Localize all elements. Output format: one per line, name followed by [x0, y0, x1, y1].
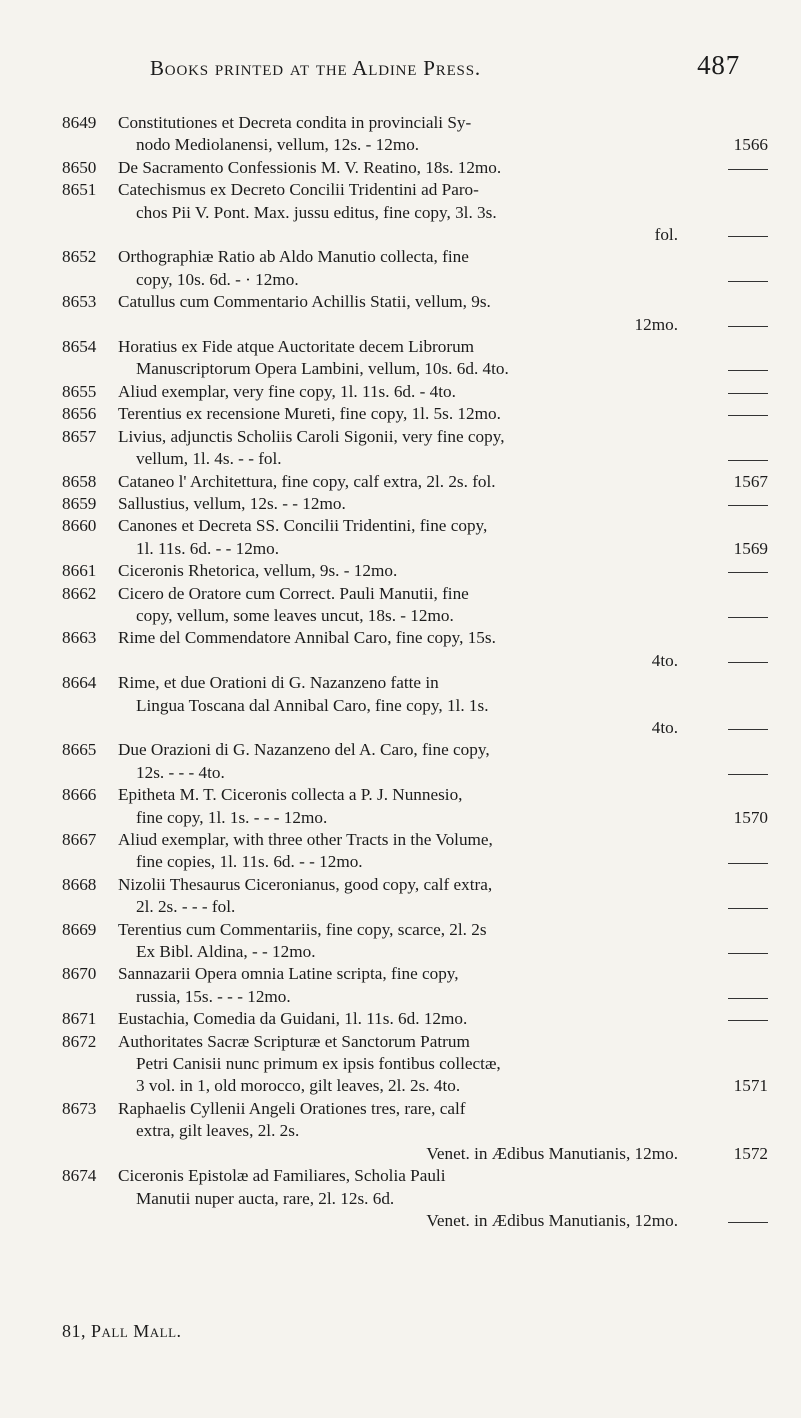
- catalogue-entry: [0, 627, 801, 672]
- entry-text: [118, 471, 678, 493]
- ditto-dash: [728, 326, 768, 327]
- catalogue-entry: [0, 493, 801, 515]
- entry-line: Venet. in Ædibus Manutianis, 12mo.: [426, 1210, 678, 1230]
- entry-number: 8653: [62, 292, 97, 312]
- entry-number: 8649: [62, 113, 97, 132]
- ditto-dash: [728, 998, 768, 999]
- entry-text: [118, 560, 678, 582]
- ditto-dash: [728, 953, 768, 954]
- catalogue-entry: [0, 157, 801, 179]
- entry-year: 1570: [733, 807, 768, 827]
- ditto-dash: [728, 505, 768, 506]
- entry-number: 8671: [62, 1009, 97, 1029]
- entry-line: Manuscriptorum Opera Lambini, vellum, 10s. 6d. 4to.: [136, 359, 509, 379]
- catalogue-entry: [0, 874, 801, 919]
- entry-line: Raphaelis Cyllenii Angeli Orationes tres, rare, calf: [118, 1098, 466, 1118]
- entry-line: nodo Mediolanensi, vellum, 12s. - 12mo.: [136, 135, 420, 155]
- entry-line: Nizolii Thesaurus Ciceronianus, good copy, calf extra,: [118, 874, 493, 894]
- entry-line: chos Pii V. Pont. Max. jussu editus, fine copy, 3l. 3s.: [136, 202, 497, 222]
- entry-line: Canones et Decreta SS. Concilii Tridentini, fine copy,: [118, 516, 488, 536]
- catalogue-entry: [0, 291, 801, 336]
- entry-line: russia, 15s. - - - 12mo.: [136, 986, 291, 1006]
- entry-line: 12mo.: [634, 314, 678, 334]
- entry-line: Horatius ex Fide atque Auctoritate decem Librorum: [118, 337, 475, 357]
- catalogue-entry: [0, 1008, 801, 1030]
- entry-line: Epitheta M. T. Ciceronis collecta a P. J. Nunnesio,: [118, 785, 463, 805]
- catalogue-entry: [0, 246, 801, 291]
- entry-text: [118, 963, 678, 1008]
- entry-line: Sallustius, vellum, 12s. - - 12mo.: [118, 493, 346, 513]
- entry-year: 1567: [733, 471, 768, 491]
- ditto-dash: [728, 1222, 768, 1223]
- catalogue-entry: [0, 471, 801, 493]
- entry-number: 8673: [62, 1098, 97, 1118]
- ditto-dash: [728, 281, 768, 282]
- entry-text: [118, 1031, 678, 1098]
- entry-text: [118, 829, 678, 874]
- entry-line: Terentius cum Commentariis, fine copy, scarce, 2l. 2s: [118, 919, 487, 939]
- entry-text: [118, 874, 678, 919]
- entry-number: 8657: [62, 426, 97, 446]
- entry-line: Venet. in Ædibus Manutianis, 12mo.: [426, 1143, 678, 1163]
- entry-line: fine copies, 1l. 11s. 6d. - - 12mo.: [136, 852, 363, 872]
- catalogue-entry: [0, 583, 801, 628]
- entry-text: [118, 739, 678, 784]
- catalogue-entry: [0, 1031, 801, 1098]
- entry-line: Sannazarii Opera omnia Latine scripta, fine copy,: [118, 964, 459, 984]
- entry-line: copy, 10s. 6d. - · 12mo.: [136, 269, 299, 289]
- entry-line: vellum, 1l. 4s. - - fol.: [136, 449, 282, 469]
- entry-number: 8658: [62, 471, 97, 491]
- entry-number: 8666: [62, 785, 97, 805]
- entry-text: [118, 919, 678, 964]
- entry-year: 1566: [733, 135, 768, 155]
- ditto-dash: [728, 774, 768, 775]
- entry-line: 1l. 11s. 6d. - - 12mo.: [136, 538, 280, 558]
- catalogue-entry: [0, 1165, 801, 1232]
- entry-text: [118, 672, 678, 739]
- entry-line: Livius, adjunctis Scholiis Caroli Sigonii, very fine copy,: [118, 426, 505, 446]
- entry-line: Aliud exemplar, with three other Tracts in the Volume,: [118, 830, 493, 849]
- entry-line: fine copy, 1l. 1s. - - - 12mo.: [136, 807, 328, 827]
- catalogue-entry: [0, 963, 801, 1008]
- entry-line: Eustachia, Comedia da Guidani, 1l. 11s. 6d. 12mo.: [118, 1009, 468, 1029]
- entry-line: 2l. 2s. - - - fol.: [136, 897, 236, 917]
- ditto-dash: [728, 1020, 768, 1021]
- entry-text: [118, 784, 678, 829]
- entry-number: 8659: [62, 493, 97, 513]
- entry-number: 8661: [62, 561, 97, 581]
- catalogue-entry: [0, 829, 801, 874]
- catalogue-entry: [0, 426, 801, 471]
- entry-line: Constitutiones et Decreta condita in provinciali Sy-: [118, 113, 472, 132]
- entry-line: Ciceronis Epistolæ ad Familiares, Scholia Pauli: [118, 1166, 446, 1186]
- entry-text: [118, 1165, 678, 1232]
- entry-line: extra, gilt leaves, 2l. 2s.: [136, 1121, 300, 1141]
- entry-number: 8660: [62, 516, 97, 536]
- entry-text: [118, 291, 678, 336]
- ditto-dash: [728, 370, 768, 371]
- ditto-dash: [728, 617, 768, 618]
- entry-number: 8669: [62, 919, 97, 939]
- ditto-dash: [728, 393, 768, 394]
- entry-text: [118, 381, 678, 403]
- catalogue-entry: [0, 739, 801, 784]
- entry-line: Cataneo l' Architettura, fine copy, calf extra, 2l. 2s. fol.: [118, 471, 496, 491]
- entry-text: [118, 246, 678, 291]
- catalogue-entry: [0, 672, 801, 739]
- catalogue-entry: [0, 515, 801, 560]
- entry-number: 8663: [62, 628, 97, 648]
- entry-line: Ex Bibl. Aldina, - - 12mo.: [136, 942, 316, 962]
- catalogue-entry: [0, 1098, 801, 1165]
- entry-number: 8668: [62, 874, 97, 894]
- catalogue-entry: [0, 112, 801, 157]
- entry-number: 8672: [62, 1031, 97, 1051]
- entry-line: Rime del Commendatore Annibal Caro, fine copy, 15s.: [118, 628, 496, 648]
- entry-year: 1572: [733, 1143, 768, 1163]
- catalogue-entry: [0, 403, 801, 425]
- ditto-dash: [728, 169, 768, 170]
- ditto-dash: [728, 908, 768, 909]
- page-header: [150, 50, 740, 81]
- entry-text: [118, 1008, 678, 1030]
- ditto-dash: [728, 863, 768, 864]
- entry-text: [118, 515, 678, 560]
- entry-number: 8654: [62, 337, 97, 357]
- entry-year: 1569: [733, 538, 768, 558]
- ditto-dash: [728, 236, 768, 237]
- entry-line: Due Orazioni di G. Nazanzeno del A. Caro, fine copy,: [118, 740, 490, 760]
- entry-text: [118, 179, 678, 246]
- ditto-dash: [728, 662, 768, 663]
- entry-line: Catullus cum Commentario Achillis Statii, vellum, 9s.: [118, 292, 491, 312]
- entry-line: Petri Canisii nunc primum ex ipsis fontibus collectæ,: [136, 1054, 501, 1074]
- entry-text: [118, 583, 678, 628]
- entry-line: Orthographiæ Ratio ab Aldo Manutio collecta, fine: [118, 247, 469, 267]
- entry-line: Authoritates Sacræ Scripturæ et Sanctorum Patrum: [118, 1031, 470, 1051]
- entry-line: 4to.: [651, 650, 678, 670]
- entry-number: 8665: [62, 740, 97, 760]
- entry-text: [118, 426, 678, 471]
- running-title: Books printed at the Aldine Press.: [150, 56, 481, 80]
- entry-number: 8667: [62, 830, 97, 849]
- entry-line: 3 vol. in 1, old morocco, gilt leaves, 2l. 2s. 4to.: [136, 1076, 461, 1096]
- footer-address: 81, Pall Mall.: [62, 1321, 182, 1341]
- entry-text: [118, 493, 678, 515]
- entry-line: fol.: [654, 225, 678, 245]
- catalogue-entry: [0, 560, 801, 582]
- entry-number: 8662: [62, 583, 97, 603]
- entry-line: copy, vellum, some leaves uncut, 18s. - 12mo.: [136, 605, 454, 625]
- ditto-dash: [728, 729, 768, 730]
- entry-line: 4to.: [651, 717, 678, 737]
- ditto-dash: [728, 415, 768, 416]
- catalogue-entry: [0, 784, 801, 829]
- entry-number: 8670: [62, 964, 97, 984]
- entry-number: 8651: [62, 180, 97, 200]
- entry-number: 8664: [62, 673, 97, 693]
- entry-line: 12s. - - - 4to.: [136, 762, 225, 782]
- catalogue-entry: [0, 179, 801, 246]
- entry-text: [118, 336, 678, 381]
- entry-text: [118, 157, 678, 179]
- entry-line: Catechismus ex Decreto Concilii Tridentini ad Paro-: [118, 180, 479, 200]
- entry-text: [118, 1098, 678, 1165]
- entry-number: 8652: [62, 247, 97, 267]
- entry-text: [118, 403, 678, 425]
- ditto-dash: [728, 460, 768, 461]
- entry-line: Lingua Toscana dal Annibal Caro, fine copy, 1l. 1s.: [136, 695, 489, 715]
- entry-number: 8674: [62, 1166, 97, 1186]
- catalogue-entries: [0, 112, 801, 1232]
- entry-line: Terentius ex recensione Mureti, fine copy, 1l. 5s. 12mo.: [118, 404, 501, 424]
- entry-text: [118, 112, 678, 157]
- catalogue-entry: [0, 336, 801, 381]
- entry-text: [118, 627, 678, 672]
- entry-line: Ciceronis Rhetorica, vellum, 9s. - 12mo.: [118, 561, 398, 581]
- entry-line: Rime, et due Orationi di G. Nazanzeno fatte in: [118, 673, 439, 693]
- entry-number: 8656: [62, 404, 97, 424]
- page-number: 487: [697, 50, 740, 80]
- ditto-dash: [728, 572, 768, 573]
- catalogue-entry: [0, 919, 801, 964]
- catalogue-entry: [0, 381, 801, 403]
- entry-line: De Sacramento Confessionis M. V. Reatino, 18s. 12mo.: [118, 157, 502, 177]
- entry-line: Cicero de Oratore cum Correct. Pauli Manutii, fine: [118, 583, 469, 603]
- entry-number: 8655: [62, 381, 97, 401]
- entry-line: Manutii nuper aucta, rare, 2l. 12s. 6d.: [136, 1188, 395, 1208]
- entry-year: 1571: [733, 1076, 768, 1096]
- entry-line: Aliud exemplar, very fine copy, 1l. 11s. 6d. - 4to.: [118, 381, 456, 401]
- entry-number: 8650: [62, 157, 97, 177]
